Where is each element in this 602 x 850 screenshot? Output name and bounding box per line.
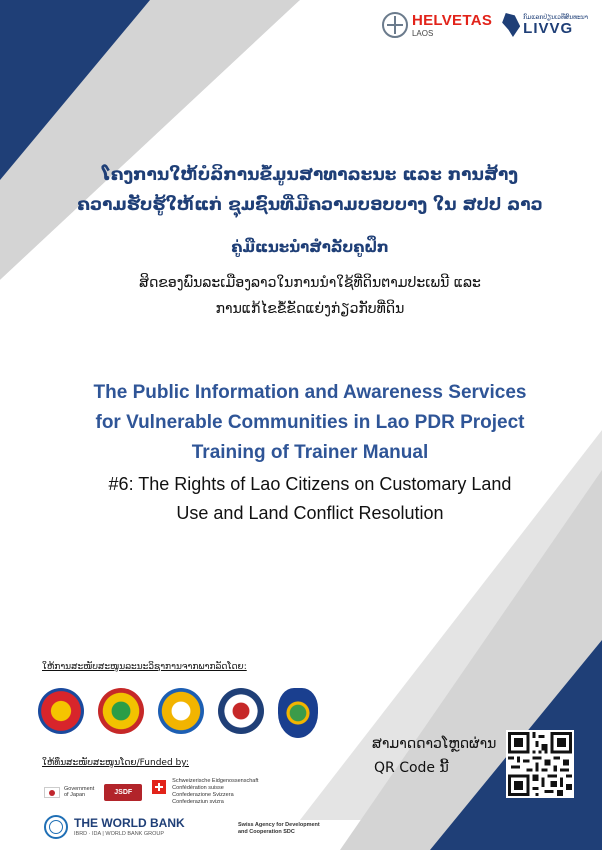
qr-label-line: QR Code ນີ້	[374, 760, 449, 776]
english-topic-line: #6: The Rights of Lao Citizens on Customary Land	[108, 474, 512, 494]
ministry-seal-icon	[98, 688, 144, 734]
english-topic-line: Use and Land Conflict Resolution	[176, 503, 444, 523]
lao-topic-line: ສິດຂອງພົນລະເມືອງລາວໃນການນຳໃຊ້ທີ່ດິນຕາມປະເພນີ ແລະ	[139, 275, 481, 291]
swiss-logo-line: Confederaziun svizra	[172, 799, 224, 805]
sdc-line: Swiss Agency for Development	[238, 822, 320, 828]
qr-download-label	[372, 732, 496, 780]
livvg-name: LIVVG	[523, 19, 574, 37]
partner-logos	[382, 12, 588, 38]
jsdf-logo: JSDF	[104, 784, 142, 801]
english-topic	[50, 470, 570, 528]
world-bank-subtitle: IBRD · IDA | WORLD BANK GROUP	[74, 830, 165, 837]
party-seal-icon	[218, 688, 264, 734]
lao-title-line: ໂຄງການໃຫ້ບໍລິການຂໍ້ມູນສາທາລະນະ ແລະ ການສ້າງ	[101, 165, 519, 185]
swiss-confederation-logo	[152, 778, 258, 806]
justice-scales-seal-icon	[158, 688, 204, 734]
helvetas-logo	[382, 12, 492, 38]
livvg-logo	[502, 13, 588, 37]
lao-topic-line: ການແກ້ໄຂຂໍ້ຂັດແຍ່ງກ່ຽວກັບທີ່ດິນ	[215, 301, 405, 317]
qr-label-line: ສາມາດດາວໂຫຼດຜ່ານ	[372, 736, 497, 752]
english-title-line: The Public Information and Awareness Services	[93, 382, 527, 403]
english-project-title	[40, 378, 580, 468]
globe-icon	[382, 12, 408, 38]
lao-manual-subtitle: ຄູ່ມືແນະນຳສຳລັບຄູຝຶກ	[231, 238, 389, 256]
government-seals	[38, 688, 318, 738]
swiss-logo-line: Schweizerische Eidgenossenschaft	[172, 778, 259, 784]
swiss-logo-line: Confédération suisse	[172, 785, 224, 791]
japan-logo-line: Government	[64, 786, 95, 792]
english-title-line: Training of Trainer Manual	[191, 442, 429, 463]
lao-map-icon	[502, 13, 520, 37]
swiss-flag-icon	[152, 780, 166, 794]
shield-emblem-icon	[278, 688, 318, 738]
government-of-japan-logo	[44, 786, 94, 798]
english-title-line: for Vulnerable Communities in Lao PDR Project	[95, 412, 525, 433]
world-bank-name: THE WORLD BANK	[74, 816, 185, 831]
lao-title-line: ຄວາມຮັບຮູ້ໃຫ້ແກ່ ຊຸມຊົນທີ່ມີຄວາມບອບບາງ ໃນ ສປປ ລາວ	[77, 195, 543, 215]
lao-project-title	[40, 160, 580, 220]
helvetas-name: HELVETAS	[411, 11, 493, 29]
lao-national-emblem-icon	[38, 688, 84, 734]
funded-by-label: ໃຫ້ທຶນສະໜັບສະໜູນໂດຍ/Funded by:	[42, 758, 189, 768]
qr-code-icon[interactable]	[506, 730, 574, 798]
japan-flag-icon	[44, 787, 60, 798]
lao-topic	[60, 270, 560, 322]
world-bank-logo	[44, 815, 185, 839]
world-bank-globe-icon	[44, 815, 68, 839]
swiss-logo-line: Confederazione Svizzera	[172, 792, 234, 798]
sdc-label	[238, 822, 320, 836]
funder-logos	[44, 778, 258, 806]
japan-logo-line: of Japan	[64, 792, 86, 798]
sdc-line: and Cooperation SDC	[238, 829, 295, 835]
helvetas-country: LAOS	[411, 28, 434, 38]
livvg-lao-name: ກົມແລກປ່ຽນເວທີສົນທະນາ	[523, 13, 588, 21]
technical-support-label: ໃຫ້ການສະໜັບສະໜູນລະນະວິຊາການຈາກພາກລັດໂດຍ:	[42, 662, 247, 672]
